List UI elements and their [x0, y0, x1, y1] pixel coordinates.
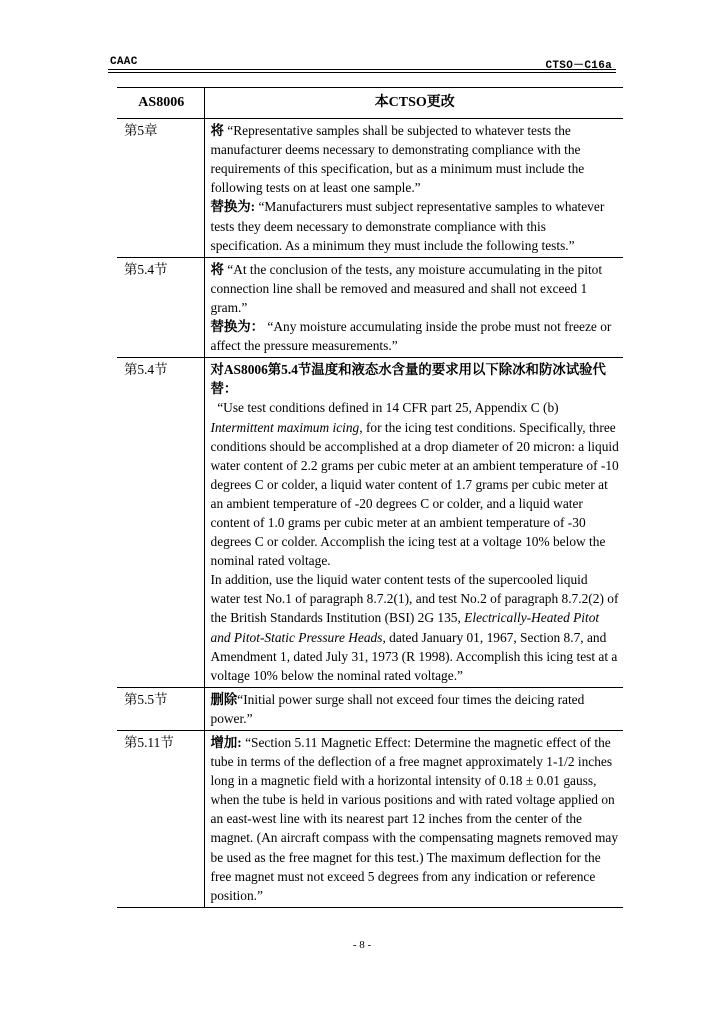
change-text: In addition, use the liquid water content tests of the supercooled liquid water test No.1 of paragraph 8.7.2(1), and test No.2 of paragraph 8.7.2(2) of the British Standards Institution (BSI) 2G 135,	[210, 572, 619, 626]
change-text: “Representative samples shall be subjected to whatever tests the manufacturer deems necessary to demonstrating compliance with the requirements of this specification, but as a minimum must include the following tests on at least one sample.”	[210, 123, 585, 196]
section-cell: 第5章	[117, 119, 204, 258]
change-label: 增加:	[210, 735, 242, 750]
section-cell: 第5.4节	[117, 358, 204, 688]
change-cell	[204, 257, 623, 357]
table-row	[117, 257, 623, 357]
change-label: 替换为:	[210, 199, 256, 215]
col-header-ctso-changes: 本CTSO更改	[204, 88, 623, 119]
change-table	[117, 87, 623, 908]
section-cell: 第5.5节	[117, 687, 204, 730]
section-cell: 第5.11节	[117, 731, 204, 908]
change-text: “Section 5.11 Magnetic Effect: Determine the magnetic effect of the tube in terms of the deflection of a free magnet approximately 1-1/2 inches long in a magnetic field with a horizontal intensity of 0.18 ± 0.01 gauss, when the tube is held in various positions and with rated voltage applied on an east-west line with its nearest part 12 inches from the center of the magnet. (An aircraft compass with the compensating magnets removed may be used as the free magnet for this test.) The maximum deflection for the free magnet must not exceed 5 degrees from any indication or reference position.”	[210, 735, 619, 903]
table-row	[117, 119, 623, 258]
change-text: “Initial power surge shall not exceed four times the deicing rated power.”	[210, 691, 585, 726]
header-right: CTSO－C16a	[545, 60, 612, 72]
table-row	[117, 687, 623, 730]
change-label: 将	[210, 123, 224, 139]
change-text: “Use test conditions defined in 14 CFR part 25, Appendix C (b)	[217, 400, 559, 416]
change-text-italic: Intermittent maximum icing	[210, 419, 360, 435]
header-left: CAAC	[110, 56, 138, 68]
change-text-italic: Electrically-Heated Pitot and Pitot-Static Pressure Heads	[210, 610, 600, 645]
page-number: - 8 -	[352, 939, 372, 951]
table-row	[117, 731, 623, 908]
header-rule-second	[108, 72, 616, 73]
change-text: “Any moisture accumulating inside the probe must not freeze or affect the pressure measurements.”	[210, 319, 612, 354]
change-text: “Manufacturers must subject representative samples to whatever tests they deem necessary to demonstrate compliance with this specification. As a minimum they must include the following tests.”	[210, 199, 605, 253]
col-header-as8006: AS8006	[117, 88, 204, 119]
header-rule	[108, 69, 616, 70]
change-cell	[204, 358, 623, 688]
change-label: 删除	[210, 691, 238, 707]
change-label: 将	[210, 261, 224, 277]
table-row	[117, 358, 623, 688]
change-text: “At the conclusion of the tests, any moisture accumulating in the pitot connection line shall be removed and measured and shall not exceed 1 gram.”	[210, 261, 603, 315]
table-header-row	[117, 88, 623, 119]
change-label: 替换为：	[210, 319, 265, 335]
change-cell	[204, 731, 623, 908]
change-cell	[204, 687, 623, 730]
change-text: , dated January 01, 1967, Section 8.7, and Amendment 1, dated July 31, 1973 (R 1998). Accomplish this icing test at a voltage 10% below the nominal rated voltage.”	[210, 629, 618, 683]
change-intro: 对AS8006第5.4节温度和液态水含量的要求用以下除冰和防冰试验代替：	[210, 362, 606, 397]
section-cell: 第5.4节	[117, 257, 204, 357]
change-cell	[204, 119, 623, 258]
change-text: , for the icing test conditions. Specifically, three conditions should be accomplished at a drop diameter of 20 micron: a liquid water content of 2.2 grams per cubic meter at an ambient temperature of -10 degrees C or colder, a liquid water content of 1.7 grams per cubic meter at an ambient temperature of -20 degrees C or colder, and a liquid water content of 1.0 grams per cubic meter at an ambient temperature of -30 degrees C or colder. Accomplish the icing test at a voltage 10% below the nominal rated voltage.	[210, 419, 619, 569]
